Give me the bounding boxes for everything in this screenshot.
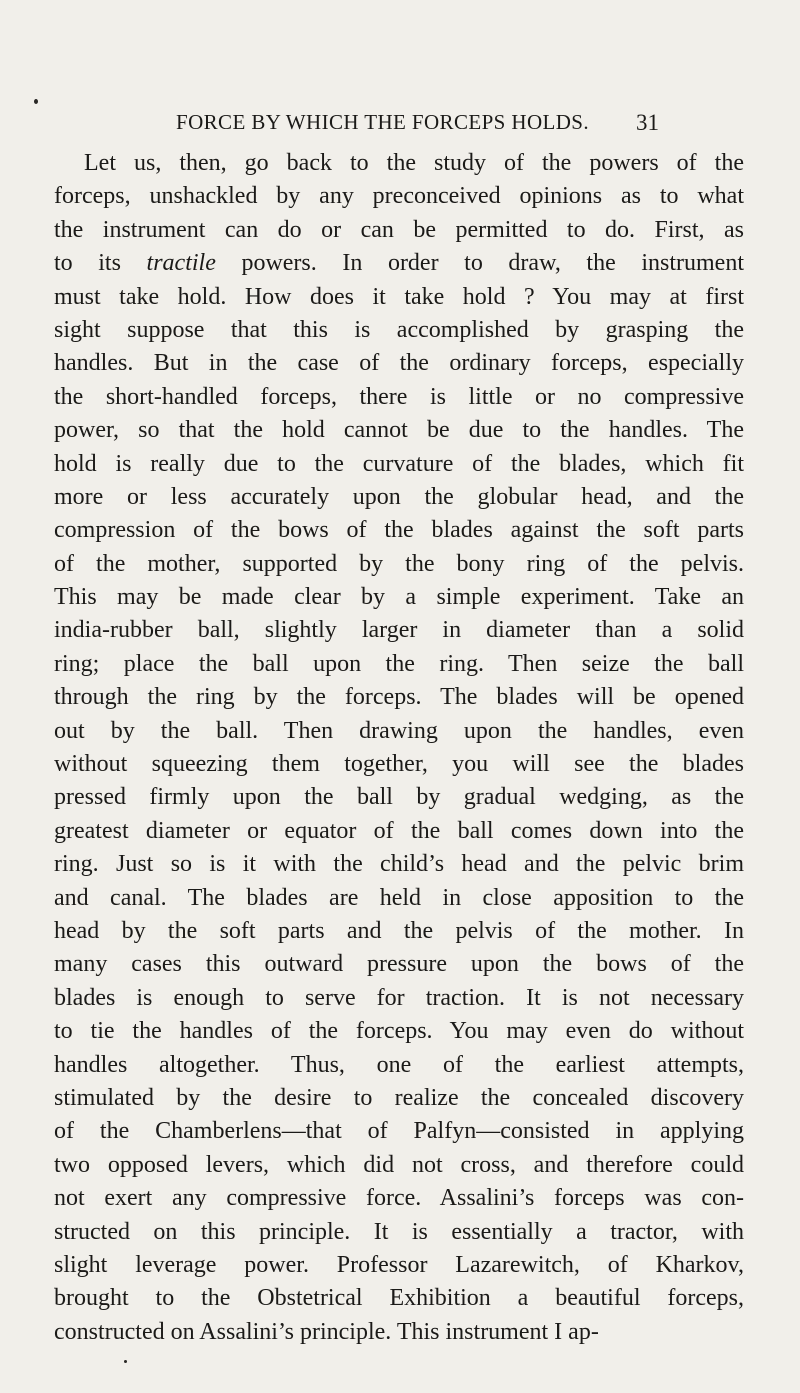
line-text-after: powers. In order to draw, the instrument (215, 250, 744, 277)
text-line: more or less accurately upon the globular head, and the (54, 483, 744, 510)
text-line: power, so that the hold cannot be due to the handles. The (54, 417, 744, 444)
text-line: ring. Just so is it with the child’s head and the pelvic brim (54, 851, 744, 878)
print-speck (124, 1360, 127, 1363)
text-line: and canal. The blades are held in close apposition to the (54, 884, 744, 911)
text-line: constructed on Assalini’s principle. This instrument I ap- (54, 1318, 599, 1345)
text-line: of the Chamberlens—that of Palfyn—consisted in applying (54, 1118, 744, 1145)
text-line: of the mother, supported by the bony ring of the pelvis. (54, 550, 744, 577)
text-line: many cases this outward pressure upon the bows of the (54, 951, 744, 978)
text-line: india-rubber ball, slightly larger in diameter than a solid (54, 617, 744, 644)
text-line: compression of the bows of the blades against the soft parts (54, 517, 744, 544)
text-line: head by the soft parts and the pelvis of the mother. In (54, 917, 744, 944)
text-line (54, 247, 744, 280)
text-line: forceps, unshackled by any preconceived opinions as to what (54, 183, 744, 210)
text-line: hold is really due to the curvature of the blades, which fit (54, 450, 744, 477)
line-text-before: to its (54, 250, 147, 277)
text-line: not exert any compressive force. Assalini’s forceps was con- (54, 1185, 744, 1212)
text-line: This may be made clear by a simple experiment. Take an (54, 584, 744, 611)
text-line: slight leverage power. Professor Lazarewitch, of Kharkov, (54, 1251, 744, 1278)
text-line: out by the ball. Then drawing upon the handles, even (54, 717, 744, 744)
text-line: structed on this principle. It is essentially a tractor, with (54, 1218, 744, 1245)
page-header (0, 110, 800, 146)
text-line: through the ring by the forceps. The blades will be opened (54, 684, 744, 711)
text-line: brought to the Obstetrical Exhibition a beautiful forceps, (54, 1285, 744, 1312)
text-line: Let us, then, go back to the study of the powers of the (84, 150, 744, 176)
text-line: must take hold. How does it take hold ? You may at first (54, 283, 744, 310)
text-line: handles altogether. Thus, one of the earliest attempts, (54, 1051, 744, 1078)
body-paragraph (54, 147, 744, 1349)
text-line: ring; place the ball upon the ring. Then seize the ball (54, 650, 744, 677)
text-line: the instrument can do or can be permitted to do. First, as (54, 216, 744, 243)
text-line: the short-handled forceps, there is little or no compressive (54, 383, 744, 410)
text-line: without squeezing them together, you will see the blades (54, 751, 744, 778)
text-line: to tie the handles of the forceps. You may even do without (54, 1018, 744, 1045)
text-line: pressed firmly upon the ball by gradual wedging, as the (54, 784, 744, 811)
print-speck (34, 99, 38, 104)
page-number: 31 (636, 110, 659, 135)
text-line: blades is enough to serve for traction. It is not necessary (54, 984, 744, 1011)
text-line: greatest diameter or equator of the ball comes down into the (54, 817, 744, 844)
italic-word: tractile (146, 250, 216, 277)
text-line: handles. But in the case of the ordinary forceps, especially (54, 350, 744, 377)
text-line: stimulated by the desire to realize the concealed discovery (54, 1084, 744, 1111)
text-line: sight suppose that this is accomplished by grasping the (54, 316, 744, 343)
running-head: FORCE BY WHICH THE FORCEPS HOLDS. (176, 110, 590, 134)
text-line: two opposed levers, which did not cross, and therefore could (54, 1151, 744, 1178)
